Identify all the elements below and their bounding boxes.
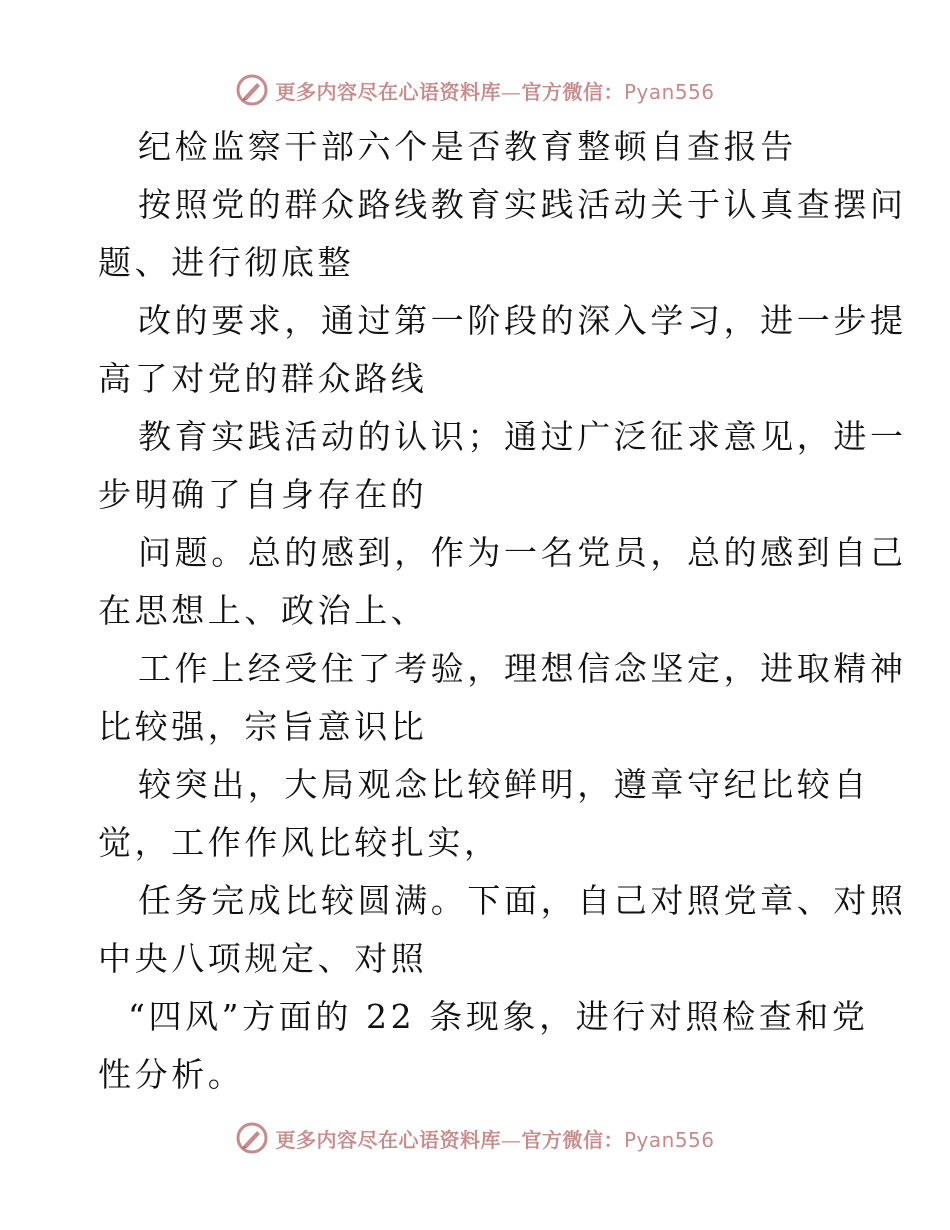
pen-logo-icon [235, 1121, 269, 1155]
watermark-site: 更多内容尽在心语资料库 [275, 79, 501, 104]
footer-watermark [0, 1120, 950, 1156]
watermark-separator: — [500, 1127, 522, 1152]
watermark-official: 官方微信： [521, 79, 624, 104]
watermark-text [275, 1124, 714, 1153]
watermark-separator: — [500, 79, 522, 104]
document-body [98, 118, 907, 1104]
text-line: 任务完成比较圆满。下面，自己对照党章、对照 [138, 881, 907, 920]
text-line: 在思想上、政治上、 [98, 591, 428, 630]
text-line: 工作上经受住了考验，理想信念坚定，进取精神 [138, 649, 907, 688]
text-line: 改的要求，通过第一阶段的深入学习，进一步提 [138, 301, 907, 340]
text-line: “四风”方面的 22 条现象，进行对照检查和党 [128, 997, 869, 1036]
text-line: 高了对党的群众路线 [98, 359, 428, 398]
watermark-site: 更多内容尽在心语资料库 [275, 1127, 501, 1152]
pen-logo-icon [235, 73, 269, 107]
text-line: 中央八项规定、对照 [98, 939, 428, 978]
text-line: 较突出，大局观念比较鲜明，遵章守纪比较自 [138, 765, 870, 804]
watermark-account: Pyan556 [623, 79, 715, 104]
text-line: 比较强，宗旨意识比 [98, 707, 428, 746]
text-line: 题、进行彻底整 [98, 243, 355, 282]
text-line: 按照党的群众路线教育实践活动关于认真查摆问 [138, 185, 907, 224]
text-line: 步明确了自身存在的 [98, 475, 428, 514]
header-watermark [0, 72, 950, 108]
watermark-text [275, 76, 714, 105]
text-line: 性分析。 [98, 1055, 245, 1094]
text-line: 教育实践活动的认识；通过广泛征求意见，进一 [138, 417, 907, 456]
text-line: 觉，工作作风比较扎实， [98, 823, 501, 862]
watermark-official: 官方微信： [521, 1127, 624, 1152]
text-line: 问题。总的感到，作为一名党员，总的感到自己 [138, 533, 907, 572]
document-title: 纪检监察干部六个是否教育整顿自查报告 [138, 127, 797, 166]
watermark-account: Pyan556 [623, 1127, 715, 1152]
